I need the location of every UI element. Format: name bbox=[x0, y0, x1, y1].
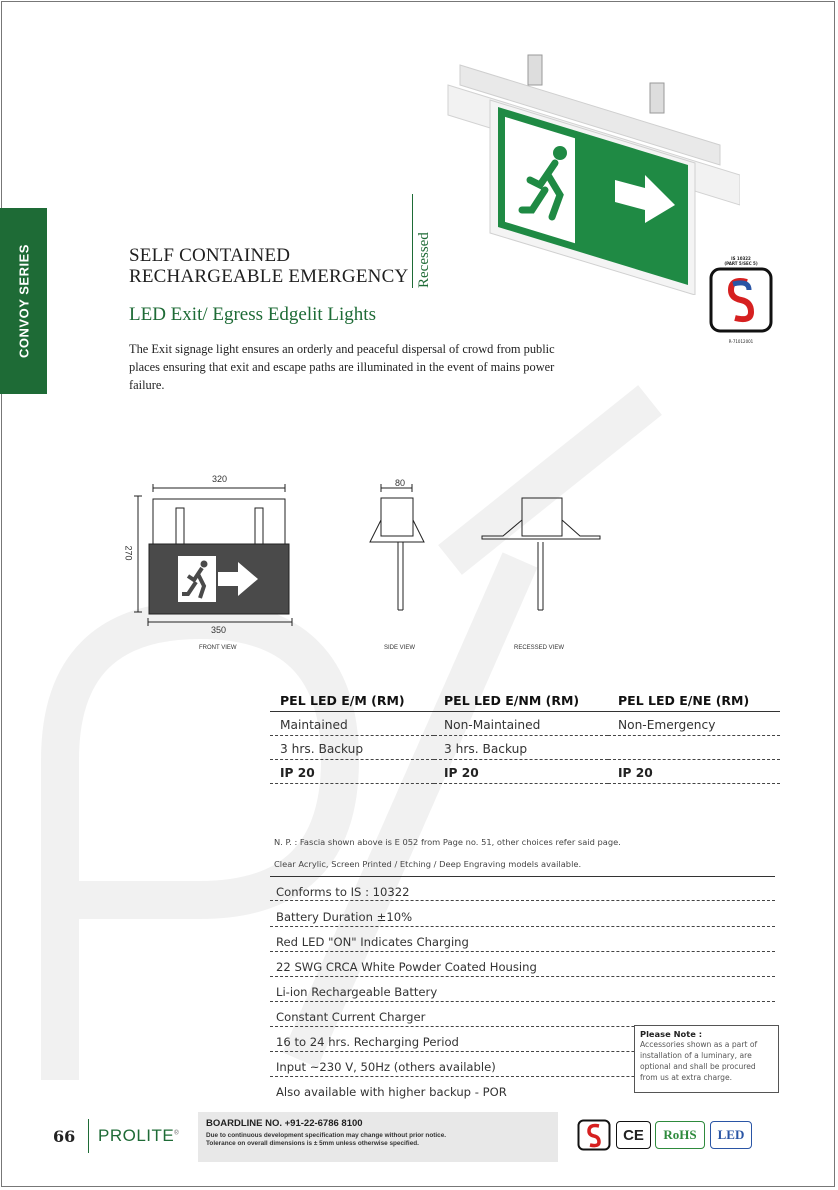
column-header: PEL LED E/NE (RM) bbox=[608, 691, 780, 712]
footer-disclaimer-spec: Due to continuous development specification may change without prior notice. bbox=[206, 1132, 447, 1139]
table-row bbox=[270, 712, 780, 736]
please-note-box bbox=[634, 1025, 779, 1093]
running-man-icon bbox=[505, 117, 575, 243]
spec-item: Conforms to IS : 10322 bbox=[270, 876, 775, 901]
dimension-side-width: 80 bbox=[395, 478, 406, 488]
footer-divider bbox=[88, 1119, 89, 1153]
table-row bbox=[270, 760, 780, 784]
recessed-view-label: RECESSED VIEW bbox=[514, 645, 565, 651]
spec-item: Battery Duration ±10% bbox=[270, 902, 775, 927]
spec-item: Constant Current Charger bbox=[270, 1002, 775, 1027]
is-mark-part: (PART 5/SEC 5) bbox=[724, 261, 758, 266]
dimension-width-top: 320 bbox=[212, 474, 228, 484]
table-cell: IP 20 bbox=[608, 760, 780, 784]
spec-item: Also available with higher backup - POR bbox=[276, 1085, 507, 1099]
technical-drawing bbox=[120, 470, 620, 660]
model-table bbox=[270, 691, 780, 784]
spec-item: 16 to 24 hrs. Recharging Period bbox=[270, 1027, 775, 1052]
please-note-heading: Please Note : bbox=[640, 1029, 703, 1039]
front-view-label: FRONT VIEW bbox=[199, 645, 237, 651]
is-certification-mark bbox=[707, 256, 775, 344]
title-line-1: SELF CONTAINED bbox=[129, 245, 291, 266]
note-models: Clear Acrylic, Screen Printed / Etching / Deep Engraving models available. bbox=[274, 859, 582, 869]
spec-item: Input ~230 V, 50Hz (others available) bbox=[270, 1052, 775, 1077]
isi-logo-icon bbox=[707, 266, 775, 334]
recessed-label: Recessed bbox=[416, 232, 432, 288]
page-number: 66 bbox=[53, 1127, 76, 1146]
brand-logo bbox=[98, 1126, 179, 1146]
is-mark-standard: IS 10322 bbox=[731, 256, 751, 261]
spec-item: 22 SWG CRCA White Powder Coated Housing bbox=[270, 952, 775, 977]
spec-item: Li-ion Rechargeable Battery bbox=[270, 977, 775, 1002]
rohs-icon: RoHS bbox=[655, 1121, 705, 1149]
title-line-2: RECHARGEABLE EMERGENCY bbox=[129, 266, 409, 287]
spec-item: Red LED "ON" Indicates Charging bbox=[270, 927, 775, 952]
table-cell: Maintained bbox=[270, 712, 434, 736]
column-header: PEL LED E/NM (RM) bbox=[434, 691, 608, 712]
table-header-row bbox=[270, 691, 780, 712]
series-side-tab bbox=[0, 208, 47, 394]
product-description: The Exit signage light ensures an orderly and peaceful dispersal of crowd from public places ensuring that exit and escape paths are illuminated in the event of mains power failure. bbox=[129, 342, 555, 392]
table-cell: 3 hrs. Backup bbox=[270, 736, 434, 760]
side-view-label: SIDE VIEW bbox=[384, 645, 416, 651]
led-icon: LED bbox=[710, 1121, 752, 1149]
product-photo bbox=[440, 45, 740, 295]
table-cell: 3 hrs. Backup bbox=[434, 736, 608, 760]
product-title bbox=[129, 245, 408, 287]
table-row bbox=[270, 736, 780, 760]
column-header: PEL LED E/M (RM) bbox=[270, 691, 434, 712]
title-divider bbox=[412, 194, 413, 288]
footer-contact-box bbox=[198, 1112, 558, 1162]
please-note-body: Accessories shown as a part of installation of a luminary, are optional and shall be procured from us at extra charge. bbox=[640, 1040, 758, 1082]
table-cell: Non-Emergency bbox=[608, 712, 780, 736]
boardline-number: BOARDLINE NO. +91-22-6786 8100 bbox=[206, 1118, 363, 1129]
table-cell: IP 20 bbox=[434, 760, 608, 784]
note-fascia: N. P. : Fascia shown above is E 052 from Page no. 51, other choices refer said page. bbox=[274, 837, 621, 847]
series-label: CONVOY SERIES bbox=[16, 244, 31, 358]
dimension-height: 270 bbox=[123, 545, 134, 561]
table-cell: Non-Maintained bbox=[434, 712, 608, 736]
dimension-width-bottom: 350 bbox=[211, 625, 227, 635]
brand-registered-mark: ® bbox=[174, 1130, 180, 1137]
ce-mark-icon: CE bbox=[616, 1121, 651, 1149]
brand-name: PROLITE bbox=[98, 1126, 175, 1145]
product-subtitle: LED Exit/ Egress Edgelit Lights bbox=[129, 304, 376, 325]
table-cell: IP 20 bbox=[270, 760, 434, 784]
isi-small-icon bbox=[577, 1119, 611, 1151]
is-mark-license: R-71012001 bbox=[728, 339, 754, 344]
table-cell bbox=[608, 736, 780, 760]
footer-disclaimer-tolerance: Tolerance on overall dimensions is ± 5mm unless otherwise specified. bbox=[206, 1140, 419, 1147]
